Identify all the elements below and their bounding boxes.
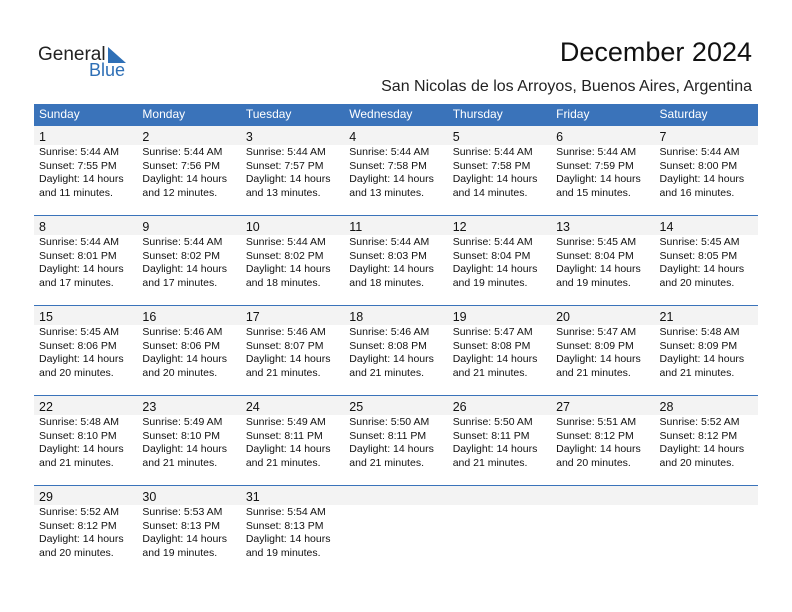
day-cell xyxy=(655,395,758,485)
weekday-label: Wednesday xyxy=(349,107,413,121)
location-subtitle: San Nicolas de los Arroyos, Buenos Aires, Argentina xyxy=(381,78,752,95)
day-minutes-text: and 11 minutes. xyxy=(39,186,113,199)
day-cell xyxy=(655,125,758,215)
day-sunrise-text: Sunrise: 5:45 AM xyxy=(39,326,119,338)
day-sunrise-text: Sunrise: 5:49 AM xyxy=(142,416,223,428)
calendar-weeks xyxy=(34,125,758,575)
day-sunset-text: Sunset: 8:11 PM xyxy=(245,429,323,442)
weekday-label: Saturday xyxy=(659,107,708,121)
day-number: 16 xyxy=(142,310,157,324)
day-cell xyxy=(137,305,240,395)
day-sunset-text: Sunset: 8:02 PM xyxy=(142,249,221,262)
weekday-label: Thursday xyxy=(452,107,503,121)
day-number: 8 xyxy=(39,220,46,234)
day-minutes-text: and 21 minutes. xyxy=(349,456,424,469)
day-daylight-text: Daylight: 14 hours xyxy=(39,263,124,276)
day-minutes-text: and 12 minutes. xyxy=(142,186,218,199)
day-minutes-text: and 13 minutes. xyxy=(245,186,321,199)
day-cell xyxy=(448,395,551,485)
day-number: 4 xyxy=(349,130,357,144)
day-sunrise-text: Sunrise: 5:48 AM xyxy=(39,416,119,428)
day-sunset-text: Sunset: 8:03 PM xyxy=(349,249,427,262)
day-number xyxy=(556,485,654,506)
day-sunset-text: Sunset: 8:07 PM xyxy=(245,339,324,352)
day-minutes-text: and 15 minutes. xyxy=(556,186,631,199)
day-minutes-text: and 14 minutes. xyxy=(452,186,528,199)
day-number: 28 xyxy=(659,400,674,414)
day-cell xyxy=(241,485,344,575)
day-number: 27 xyxy=(556,400,571,414)
day-sunrise-text: Sunrise: 5:46 AM xyxy=(349,326,430,338)
day-minutes-text: and 20 minutes. xyxy=(39,546,114,559)
weekday-label: Friday xyxy=(556,107,590,121)
day-sunset-text: Sunset: 8:06 PM xyxy=(39,339,117,352)
day-cell xyxy=(344,305,447,395)
day-number: 26 xyxy=(452,400,467,414)
day-daylight-text: Daylight: 14 hours xyxy=(142,353,228,366)
day-minutes-text: and 21 minutes. xyxy=(39,456,114,469)
day-sunrise-text: Sunrise: 5:44 AM xyxy=(349,146,430,158)
day-number: 15 xyxy=(39,310,53,324)
day-sunset-text: Sunset: 8:12 PM xyxy=(39,519,117,532)
day-sunrise-text: Sunrise: 5:45 AM xyxy=(556,236,637,248)
day-daylight-text: Daylight: 14 hours xyxy=(245,353,331,366)
day-minutes-text: and 17 minutes. xyxy=(39,276,114,289)
day-cell xyxy=(551,215,654,305)
day-cell xyxy=(34,215,137,305)
calendar-week xyxy=(34,395,758,485)
day-sunrise-text: Sunrise: 5:53 AM xyxy=(142,506,223,518)
day-cell xyxy=(241,395,344,485)
day-sunrise-text: Sunrise: 5:47 AM xyxy=(556,326,637,338)
day-daylight-text: Daylight: 14 hours xyxy=(349,263,434,276)
day-sunrise-text: Sunrise: 5:44 AM xyxy=(142,236,223,248)
day-sunset-text: Sunset: 8:11 PM xyxy=(452,429,530,442)
day-cell xyxy=(241,125,344,215)
day-sunrise-text: Sunrise: 5:44 AM xyxy=(349,236,430,248)
day-daylight-text: Daylight: 14 hours xyxy=(659,173,745,186)
day-sunset-text: Sunset: 8:08 PM xyxy=(452,339,531,352)
day-sunset-text: Sunset: 7:59 PM xyxy=(556,159,634,172)
day-sunrise-text: Sunrise: 5:52 AM xyxy=(39,506,119,518)
day-number: 23 xyxy=(142,400,157,414)
day-minutes-text: and 19 minutes. xyxy=(245,546,321,559)
day-sunrise-text: Sunrise: 5:44 AM xyxy=(452,236,533,248)
logo-text-blue: Blue xyxy=(89,60,126,80)
weekday-label: Tuesday xyxy=(245,107,292,121)
day-sunset-text: Sunset: 8:02 PM xyxy=(245,249,324,262)
week-day-cells xyxy=(34,125,758,215)
day-cell xyxy=(551,395,654,485)
day-daylight-text: Daylight: 14 hours xyxy=(556,353,641,366)
day-sunset-text: Sunset: 8:08 PM xyxy=(349,339,427,352)
day-sunrise-text: Sunrise: 5:44 AM xyxy=(245,236,326,248)
week-day-cells xyxy=(34,485,758,575)
day-number: 10 xyxy=(245,220,260,234)
day-sunset-text: Sunset: 8:10 PM xyxy=(142,429,221,442)
day-cell xyxy=(655,305,758,395)
day-minutes-text: and 16 minutes. xyxy=(659,186,735,199)
day-cell xyxy=(241,305,344,395)
day-daylight-text: Daylight: 14 hours xyxy=(245,263,331,276)
day-number: 18 xyxy=(349,310,364,324)
day-daylight-text: Daylight: 14 hours xyxy=(245,533,331,546)
day-cell xyxy=(551,485,654,575)
day-cell xyxy=(448,305,551,395)
day-sunrise-text: Sunrise: 5:44 AM xyxy=(659,146,740,158)
day-cell xyxy=(137,125,240,215)
day-sunset-text: Sunset: 8:00 PM xyxy=(659,159,738,172)
day-number: 30 xyxy=(142,490,157,504)
day-cell xyxy=(344,125,447,215)
day-minutes-text: and 21 minutes. xyxy=(349,366,424,379)
day-daylight-text: Daylight: 14 hours xyxy=(556,263,641,276)
day-number: 3 xyxy=(245,130,253,144)
day-minutes-text: and 18 minutes. xyxy=(349,276,424,289)
day-sunset-text: Sunset: 7:58 PM xyxy=(452,159,531,172)
day-sunrise-text: Sunrise: 5:49 AM xyxy=(245,416,326,428)
day-daylight-text: Daylight: 14 hours xyxy=(245,443,331,456)
calendar-week xyxy=(34,215,758,305)
day-daylight-text: Daylight: 14 hours xyxy=(142,173,228,186)
calendar-week xyxy=(34,485,758,575)
logo xyxy=(38,44,138,80)
day-sunrise-text: Sunrise: 5:44 AM xyxy=(142,146,223,158)
day-sunset-text: Sunset: 8:10 PM xyxy=(39,429,117,442)
day-cell xyxy=(551,125,654,215)
week-day-cells xyxy=(34,395,758,485)
day-cell xyxy=(448,125,551,215)
day-sunset-text: Sunset: 8:09 PM xyxy=(659,339,738,352)
day-sunrise-text: Sunrise: 5:45 AM xyxy=(659,236,740,248)
day-cell xyxy=(448,485,551,575)
day-sunrise-text: Sunrise: 5:51 AM xyxy=(556,416,637,428)
day-cell xyxy=(448,215,551,305)
day-cell xyxy=(344,485,447,575)
day-daylight-text: Daylight: 14 hours xyxy=(659,443,745,456)
logo-text-general: General xyxy=(38,44,106,65)
day-minutes-text: and 20 minutes. xyxy=(39,366,114,379)
calendar xyxy=(34,104,758,575)
day-daylight-text: Daylight: 14 hours xyxy=(452,263,538,276)
day-sunset-text: Sunset: 8:04 PM xyxy=(556,249,634,262)
day-number: 2 xyxy=(142,130,150,144)
day-sunset-text: Sunset: 7:56 PM xyxy=(142,159,221,172)
day-sunset-text: Sunset: 8:13 PM xyxy=(142,519,221,532)
day-daylight-text: Daylight: 14 hours xyxy=(349,443,434,456)
calendar-week xyxy=(34,305,758,395)
day-sunset-text: Sunset: 8:13 PM xyxy=(245,519,324,532)
day-daylight-text: Daylight: 14 hours xyxy=(556,173,641,186)
day-sunrise-text: Sunrise: 5:50 AM xyxy=(452,416,533,428)
day-cell xyxy=(344,395,447,485)
day-sunrise-text: Sunrise: 5:46 AM xyxy=(245,326,326,338)
day-sunrise-text: Sunrise: 5:52 AM xyxy=(659,416,740,428)
day-number: 22 xyxy=(39,400,53,414)
day-number: 19 xyxy=(452,310,467,324)
day-minutes-text: and 21 minutes. xyxy=(142,456,218,469)
day-minutes-text: and 20 minutes. xyxy=(659,456,735,469)
day-daylight-text: Daylight: 14 hours xyxy=(142,533,228,546)
day-daylight-text: Daylight: 14 hours xyxy=(659,353,745,366)
day-sunset-text: Sunset: 8:01 PM xyxy=(39,249,117,262)
day-number: 5 xyxy=(452,130,460,144)
day-cell xyxy=(655,215,758,305)
day-sunrise-text: Sunrise: 5:44 AM xyxy=(452,146,533,158)
day-sunrise-text: Sunrise: 5:50 AM xyxy=(349,416,430,428)
day-minutes-text: and 21 minutes. xyxy=(659,366,735,379)
day-daylight-text: Daylight: 14 hours xyxy=(452,443,538,456)
page-title: December 2024 xyxy=(559,37,752,67)
week-day-cells xyxy=(34,215,758,305)
day-daylight-text: Daylight: 14 hours xyxy=(452,173,538,186)
day-sunrise-text: Sunrise: 5:44 AM xyxy=(39,146,119,158)
day-sunset-text: Sunset: 8:11 PM xyxy=(349,429,427,442)
day-sunrise-text: Sunrise: 5:44 AM xyxy=(245,146,326,158)
day-number: 14 xyxy=(659,220,674,234)
day-number: 25 xyxy=(349,400,364,414)
day-minutes-text: and 21 minutes. xyxy=(556,366,631,379)
weekday-label: Sunday xyxy=(39,107,80,121)
week-day-cells xyxy=(34,305,758,395)
day-sunrise-text: Sunrise: 5:47 AM xyxy=(452,326,533,338)
day-daylight-text: Daylight: 14 hours xyxy=(349,173,434,186)
day-daylight-text: Daylight: 14 hours xyxy=(142,263,228,276)
day-sunrise-text: Sunrise: 5:44 AM xyxy=(39,236,119,248)
day-minutes-text: and 17 minutes. xyxy=(142,276,218,289)
day-cell xyxy=(34,395,137,485)
day-number: 20 xyxy=(556,310,571,324)
day-minutes-text: and 13 minutes. xyxy=(349,186,424,199)
day-minutes-text: and 21 minutes. xyxy=(452,366,528,379)
day-daylight-text: Daylight: 14 hours xyxy=(39,443,124,456)
day-sunset-text: Sunset: 7:55 PM xyxy=(39,159,117,172)
day-daylight-text: Daylight: 14 hours xyxy=(39,173,124,186)
day-number xyxy=(453,485,551,506)
weekday-header xyxy=(34,104,758,125)
day-minutes-text: and 21 minutes. xyxy=(245,366,321,379)
day-number: 1 xyxy=(39,130,46,144)
day-number: 24 xyxy=(245,400,260,414)
day-sunset-text: Sunset: 8:09 PM xyxy=(556,339,634,352)
calendar-week xyxy=(34,125,758,215)
day-cell xyxy=(344,215,447,305)
day-daylight-text: Daylight: 14 hours xyxy=(39,533,124,546)
day-sunrise-text: Sunrise: 5:46 AM xyxy=(142,326,223,338)
day-number: 29 xyxy=(39,490,53,504)
day-sunset-text: Sunset: 8:05 PM xyxy=(659,249,738,262)
day-number: 31 xyxy=(245,490,260,504)
day-sunrise-text: Sunrise: 5:54 AM xyxy=(245,506,326,518)
day-number xyxy=(660,485,758,506)
day-number: 6 xyxy=(556,130,564,144)
day-sunrise-text: Sunrise: 5:44 AM xyxy=(556,146,637,158)
day-cell xyxy=(34,485,137,575)
day-daylight-text: Daylight: 14 hours xyxy=(452,353,538,366)
day-number xyxy=(349,485,447,506)
day-sunset-text: Sunset: 7:57 PM xyxy=(245,159,324,172)
day-sunset-text: Sunset: 8:04 PM xyxy=(452,249,531,262)
day-sunset-text: Sunset: 8:06 PM xyxy=(142,339,221,352)
day-minutes-text: and 20 minutes. xyxy=(142,366,218,379)
day-number: 9 xyxy=(142,220,150,234)
day-daylight-text: Daylight: 14 hours xyxy=(142,443,228,456)
day-number: 17 xyxy=(245,310,260,324)
day-daylight-text: Daylight: 14 hours xyxy=(39,353,124,366)
day-minutes-text: and 19 minutes. xyxy=(556,276,631,289)
day-sunset-text: Sunset: 8:12 PM xyxy=(556,429,634,442)
day-minutes-text: and 20 minutes. xyxy=(556,456,631,469)
day-minutes-text: and 21 minutes. xyxy=(452,456,528,469)
day-sunset-text: Sunset: 8:12 PM xyxy=(659,429,738,442)
day-cell xyxy=(34,125,137,215)
day-daylight-text: Daylight: 14 hours xyxy=(556,443,641,456)
day-cell xyxy=(34,305,137,395)
day-minutes-text: and 20 minutes. xyxy=(659,276,735,289)
day-minutes-text: and 19 minutes. xyxy=(452,276,528,289)
day-sunset-text: Sunset: 7:58 PM xyxy=(349,159,427,172)
day-daylight-text: Daylight: 14 hours xyxy=(659,263,745,276)
day-sunrise-text: Sunrise: 5:48 AM xyxy=(659,326,740,338)
day-number: 12 xyxy=(452,220,467,234)
day-cell xyxy=(241,215,344,305)
day-cell xyxy=(137,395,240,485)
day-minutes-text: and 21 minutes. xyxy=(245,456,321,469)
day-number: 13 xyxy=(556,220,571,234)
day-cell xyxy=(137,485,240,575)
day-number: 11 xyxy=(349,220,363,234)
day-cell xyxy=(655,485,758,575)
day-minutes-text: and 19 minutes. xyxy=(142,546,218,559)
day-number: 21 xyxy=(659,310,674,324)
day-daylight-text: Daylight: 14 hours xyxy=(245,173,331,186)
weekday-label: Monday xyxy=(142,107,186,121)
day-cell xyxy=(137,215,240,305)
day-daylight-text: Daylight: 14 hours xyxy=(349,353,434,366)
day-number: 7 xyxy=(659,130,667,144)
day-cell xyxy=(551,305,654,395)
day-minutes-text: and 18 minutes. xyxy=(245,276,321,289)
